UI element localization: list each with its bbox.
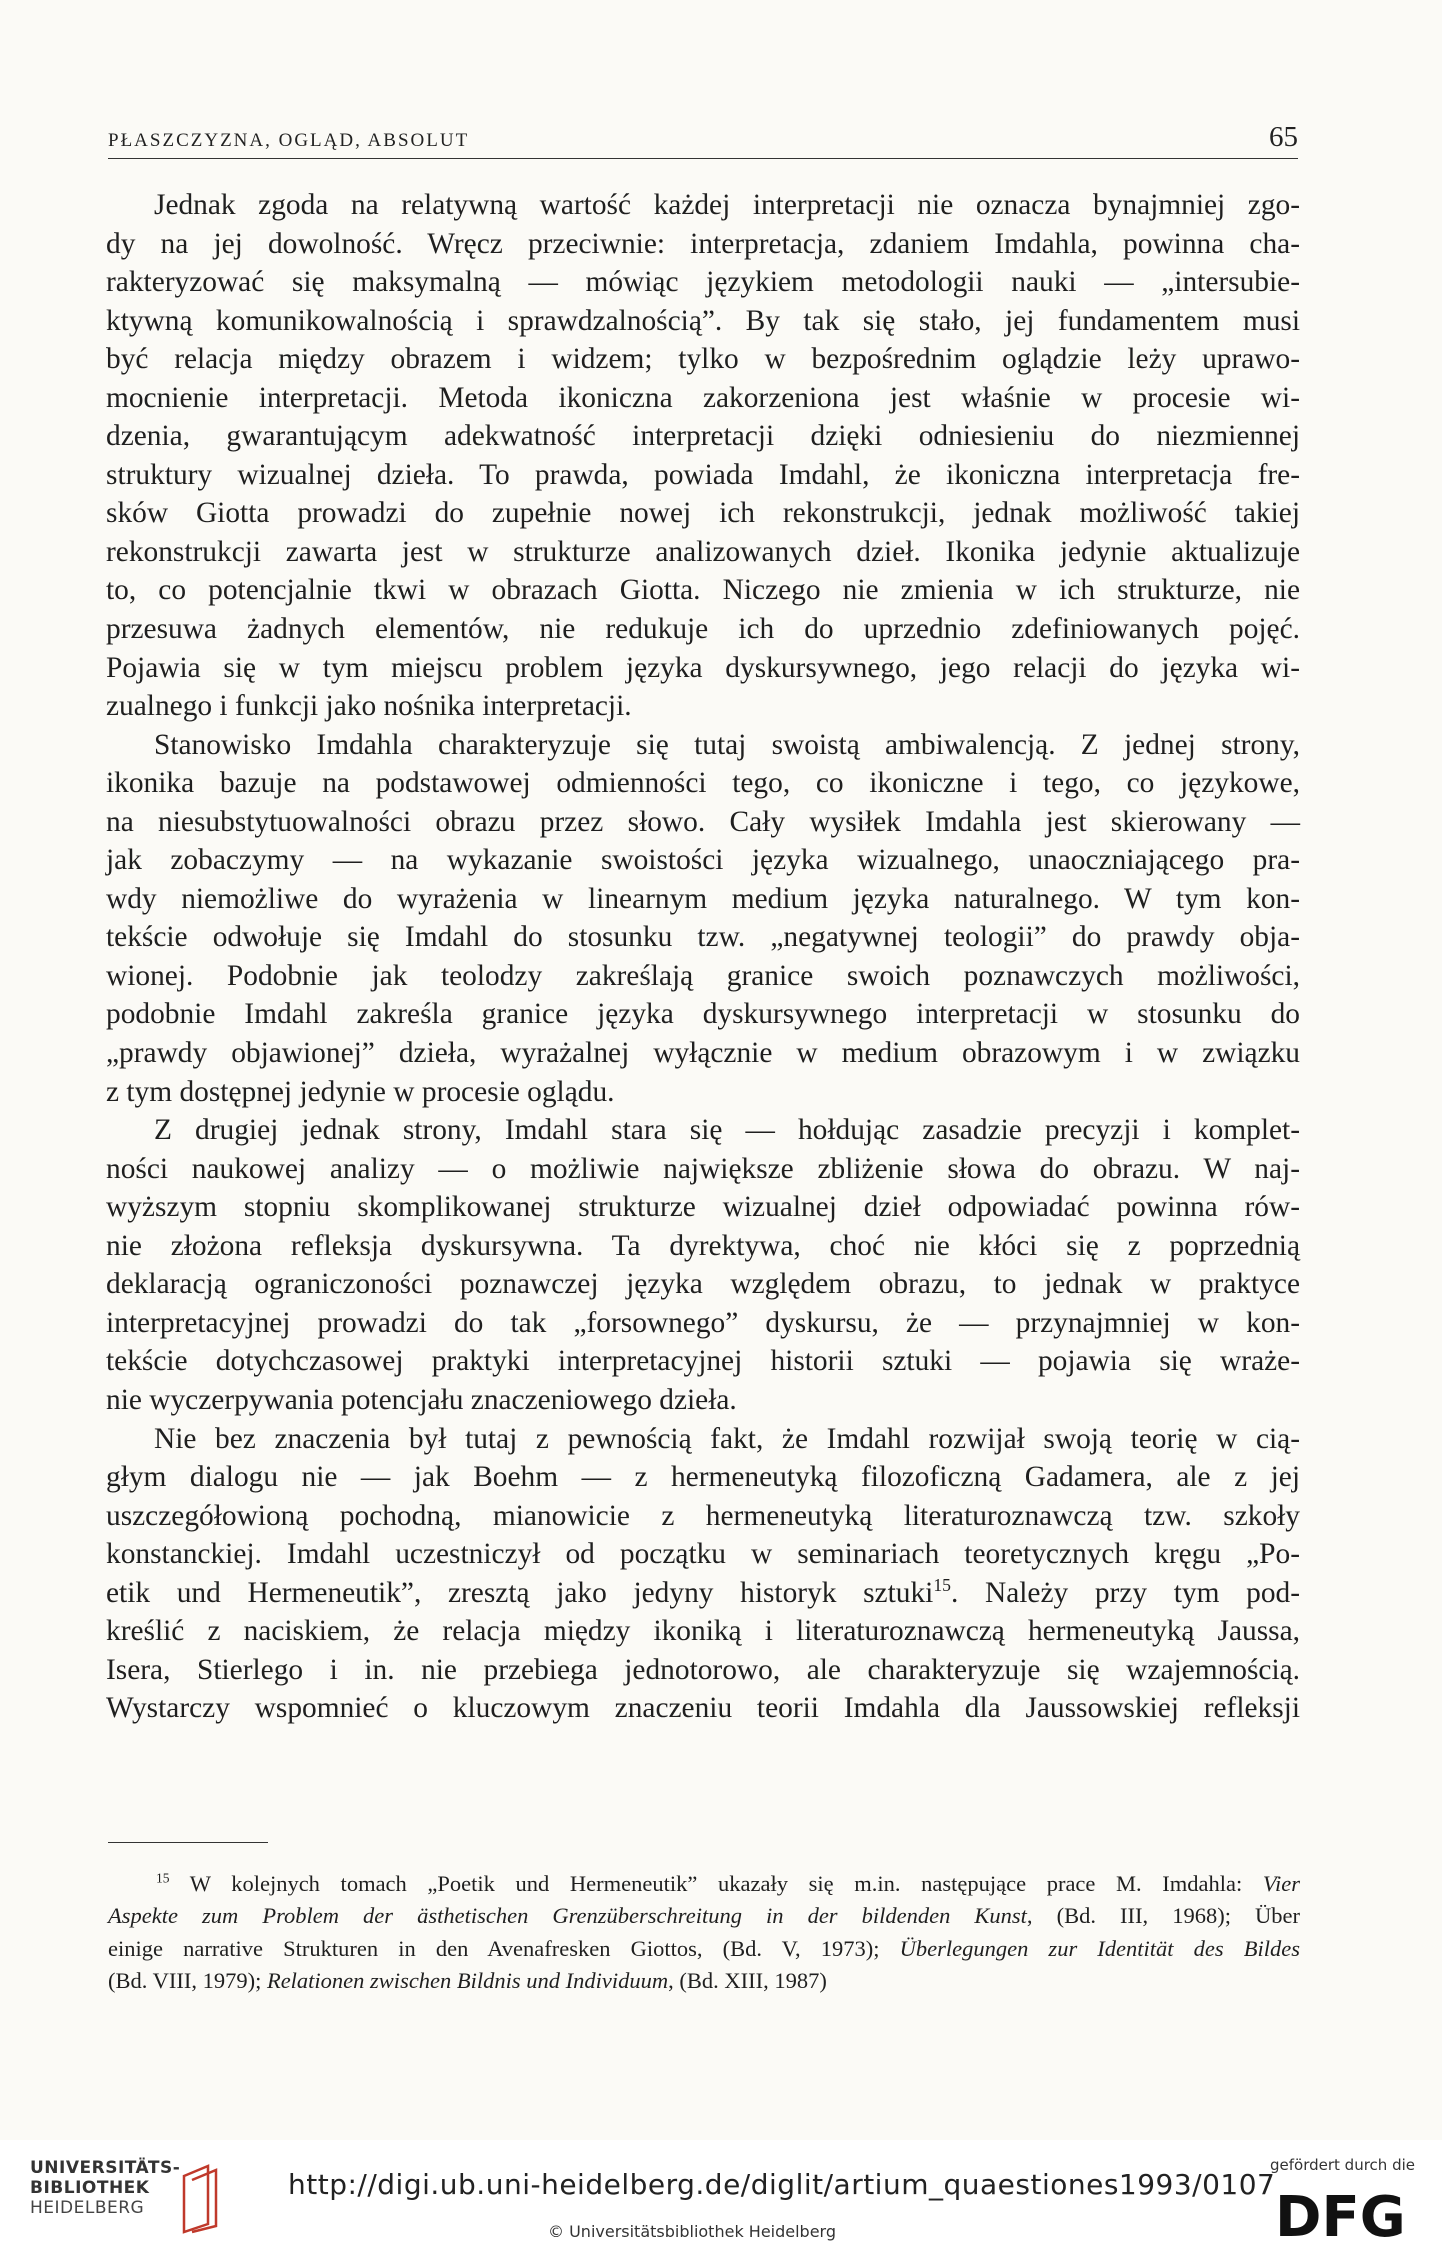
body-line-text: kreślić z naciskiem, że relacja między ikoniką i literaturoznawczą hermeneutyką Jaussa, bbox=[106, 1615, 1300, 1648]
body-line bbox=[106, 1574, 1300, 1613]
body-line bbox=[106, 456, 1300, 495]
running-head bbox=[108, 118, 1298, 159]
body-line bbox=[106, 1265, 1300, 1304]
body-line bbox=[106, 225, 1300, 264]
body-line bbox=[106, 1073, 1300, 1112]
body-line-text: ikonika bazuje na podstawowej odmienności tego, co ikoniczne i tego, co językowe, bbox=[106, 767, 1300, 800]
body-line-text: z tym dostępnej jedynie w procesie oglądu. bbox=[106, 1075, 615, 1108]
library-name-line: UNIVERSITÄTS- bbox=[30, 2158, 181, 2178]
body-line bbox=[106, 494, 1300, 533]
body-line bbox=[106, 417, 1300, 456]
footnote-line bbox=[108, 1933, 1300, 1965]
body-line-text: być relacja między obrazem i widzem; tylko w bezpośrednim oglądzie leży uprawo- bbox=[106, 343, 1300, 376]
body-line bbox=[106, 687, 1300, 726]
body-line bbox=[106, 1342, 1300, 1381]
footnote-text: , (Bd. III, 1968); Über bbox=[1026, 1903, 1300, 1929]
body-line-text: uszczegółowioną pochodną, mianowicie z hermeneutyką literaturoznawczą tzw. szkoły bbox=[106, 1499, 1300, 1532]
body-line-text: ności naukowej analizy — o możliwie największe zbliżenie słowa do obrazu. W naj- bbox=[106, 1152, 1300, 1185]
body-line-text: Jednak zgoda na relatywną wartość każdej interpretacji nie oznacza bynajmniej zgo- bbox=[154, 189, 1300, 221]
footnote-reference[interactable]: 15 bbox=[933, 1574, 951, 1595]
body-line-text: na niesubstytuowalności obrazu przez słowo. Cały wysiłek Imdahla jest skierowany — bbox=[106, 805, 1300, 838]
body-line-text: tekście dotychczasowej praktyki interpretacyjnej historii sztuki — pojawia się wraże- bbox=[106, 1345, 1300, 1378]
body-line-text: deklaracją ograniczoności poznawczej języka względem obrazu, to jednak w praktyce bbox=[106, 1268, 1300, 1301]
body-line-text: wdy niemożliwe do wyrażenia w linearnym medium języka naturalnego. W tym kon- bbox=[106, 882, 1300, 915]
body-line bbox=[106, 880, 1300, 919]
footnote-text: , (Bd. XIII, 1987) bbox=[668, 1967, 827, 1993]
permalink-url[interactable]: http://digi.ub.uni-heidelberg.de/diglit/artium_quaestiones1993/0107 bbox=[288, 2168, 1276, 2201]
library-logo[interactable] bbox=[30, 2158, 210, 2238]
body-line-text: przesuwa żadnych elementów, nie redukuje ich do uprzednio zdefiniowanych pojęć. bbox=[106, 613, 1300, 646]
dfg-logo-text: DFG bbox=[1275, 2186, 1406, 2242]
body-line bbox=[106, 1420, 1300, 1459]
body-line-text: nie wyczerpywania potencjału znaczeniowego dzieła. bbox=[106, 1383, 737, 1416]
body-line bbox=[106, 533, 1300, 572]
footnote-marker: 15 bbox=[156, 1870, 170, 1886]
body-line-text: Nie bez znaczenia był tutaj z pewnością fakt, że Imdahl rozwijał swoją teorię w cią- bbox=[154, 1422, 1300, 1455]
body-line bbox=[106, 302, 1300, 341]
body-line bbox=[106, 1034, 1300, 1073]
body-line-text: rakteryzować się maksymalną — mówiąc językiem metodologii nauki — „intersubie- bbox=[106, 266, 1300, 299]
body-line-text: dy na jej dowolność. Wręcz przeciwnie: interpretacja, zdaniem Imdahla, powinna cha- bbox=[106, 227, 1300, 260]
body-line bbox=[106, 1651, 1300, 1690]
footnote-line bbox=[108, 1868, 1300, 1900]
footnote-separator bbox=[108, 1842, 268, 1843]
body-line bbox=[106, 1612, 1300, 1651]
body-line-text: „prawdy objawionej” dzieła, wyrażalnej wyłącznie w medium obrazowym i w związku bbox=[106, 1037, 1300, 1070]
body-line-text: mocnienie interpretacji. Metoda ikoniczna zakorzeniona jest właśnie w procesie wi- bbox=[106, 381, 1300, 414]
library-name-line: HEIDELBERG bbox=[30, 2198, 145, 2218]
footnote-title: Relationen zwischen Bildnis und Individuum bbox=[266, 1967, 669, 1993]
body-line-text: dzenia, gwarantującym adekwatność interpretacji dzięki odniesieniu do niezmiennej bbox=[106, 420, 1300, 453]
digitization-footer bbox=[0, 2140, 1442, 2263]
body-line bbox=[106, 1188, 1300, 1227]
copyright-notice: © Universitätsbibliothek Heidelberg bbox=[548, 2222, 837, 2241]
funding-caption: gefördert durch die bbox=[1270, 2156, 1415, 2174]
body-line-text: sków Giotta prowadzi do zupełnie nowej ich rekonstrukcji, jednak możliwość takiej bbox=[106, 497, 1300, 530]
body-line-text: . Należy przy tym pod- bbox=[950, 1576, 1300, 1609]
footnote-title: Aspekte zum Problem der ästhetischen Grenzüberschreitung in der bildenden Kunst bbox=[108, 1903, 1027, 1929]
footnote-text: einige narrative Strukturen in den Avenafresken Giottos, (Bd. V, 1973); bbox=[108, 1935, 900, 1961]
body-line-text: głym dialogu nie — jak Boehm — z hermeneutyką filozoficzną Gadamera, ale z jej bbox=[106, 1461, 1300, 1494]
body-line-text: rekonstrukcji zawarta jest w strukturze analizowanych dzieł. Ikonika jedynie aktualizuje bbox=[106, 535, 1300, 568]
body-line-text: struktury wizualnej dzieła. To prawda, powiada Imdahl, że ikoniczna interpretacja fre- bbox=[106, 458, 1300, 491]
footnote-title: Vier bbox=[1262, 1871, 1300, 1896]
body-line bbox=[106, 1535, 1300, 1574]
body-line-text: Stanowisko Imdahla charakteryzuje się tutaj swoistą ambiwalencją. Z jednej strony, bbox=[154, 728, 1300, 761]
body-line bbox=[106, 1381, 1300, 1420]
body-line bbox=[106, 1304, 1300, 1343]
body-line bbox=[106, 1458, 1300, 1497]
body-line bbox=[106, 186, 1300, 225]
body-line bbox=[106, 803, 1300, 842]
library-emblem-icon bbox=[178, 2164, 222, 2234]
body-line-text: Isera, Stierlego i in. nie przebiega jednotorowo, ale charakteryzuje się wzajemnością. bbox=[106, 1653, 1300, 1686]
body-line-text: podobnie Imdahl zakreśla granice języka dyskursywnego interpretacji w stosunku do bbox=[106, 998, 1300, 1031]
body-line-text: wionej. Podobnie jak teolodzy zakreślają granice swoich poznawczych możliwości, bbox=[106, 959, 1300, 992]
footnote-text: W kolejnych tomach „Poetik und Hermeneutik” ukazały się m.in. następujące prace M. Imdahla: bbox=[189, 1871, 1263, 1896]
footnote-title: Überlegungen zur Identität des Bildes bbox=[899, 1935, 1300, 1961]
body-line-text: nie złożona refleksja dyskursywna. Ta dyrektywa, choć nie kłóci się z poprzednią bbox=[106, 1229, 1300, 1262]
body-line-text: jak zobaczymy — na wykazanie swoistości języka wizualnego, unaoczniającego pra- bbox=[106, 844, 1300, 877]
body-text bbox=[106, 186, 1300, 1728]
body-line-text: Wystarczy wspomnieć o kluczowym znaczeniu teorii Imdahla dla Jaussowskiej refleksji bbox=[106, 1692, 1300, 1725]
body-line-text: konstanckiej. Imdahl uczestniczył od początku w seminariach teoretycznych kręgu „Po- bbox=[106, 1538, 1300, 1571]
body-line bbox=[106, 263, 1300, 302]
body-line bbox=[106, 726, 1300, 765]
body-line bbox=[106, 610, 1300, 649]
body-line-text: wyższym stopniu skomplikowanej strukturze wizualnej dzieł odpowiadać powinna rów- bbox=[106, 1191, 1300, 1224]
body-line bbox=[106, 1150, 1300, 1189]
running-title: PŁASZCZYZNA, OGLĄD, ABSOLUT bbox=[108, 130, 470, 151]
body-line bbox=[106, 571, 1300, 610]
body-line-text: etik und Hermeneutik”, zresztą jako jedyny historyk sztuki bbox=[106, 1576, 934, 1609]
body-line bbox=[106, 379, 1300, 418]
body-line-text: zualnego i funkcji jako nośnika interpretacji. bbox=[106, 690, 632, 723]
body-line bbox=[106, 1227, 1300, 1266]
footnotes bbox=[108, 1868, 1300, 1997]
body-line-text: interpretacyjnej prowadzi do tak „forsownego” dyskursu, że — przynajmniej w kon- bbox=[106, 1306, 1300, 1339]
body-line bbox=[106, 1111, 1300, 1150]
footnote-text: (Bd. VIII, 1979); bbox=[108, 1967, 267, 1993]
body-line bbox=[106, 340, 1300, 379]
footnote-line bbox=[108, 1965, 1300, 1997]
body-line bbox=[106, 1689, 1300, 1728]
body-line bbox=[106, 918, 1300, 957]
body-line-text: to, co potencjalnie tkwi w obrazach Giotta. Niczego nie zmienia w ich strukturze, nie bbox=[106, 574, 1300, 607]
body-line bbox=[106, 995, 1300, 1034]
body-line-text: ktywną komunikowalnością i sprawdzalnością”. By tak się stało, jej fundamentem musi bbox=[106, 304, 1300, 337]
footnote-line bbox=[108, 1900, 1300, 1932]
body-line bbox=[106, 957, 1300, 996]
body-line bbox=[106, 1497, 1300, 1536]
body-line bbox=[106, 649, 1300, 688]
library-name-line: BIBLIOTHEK bbox=[30, 2178, 150, 2198]
dfg-logo-icon[interactable] bbox=[1275, 2186, 1425, 2242]
body-line-text: tekście odwołuje się Imdahl do stosunku tzw. „negatywnej teologii” do prawdy obja- bbox=[106, 921, 1300, 954]
body-line-text: Z drugiej jednak strony, Imdahl stara się — hołdując zasadzie precyzji i komplet- bbox=[154, 1114, 1300, 1147]
body-line-text: Pojawia się w tym miejscu problem języka dyskursywnego, jego relacji do języka wi- bbox=[106, 651, 1300, 684]
body-line bbox=[106, 841, 1300, 880]
body-line bbox=[106, 764, 1300, 803]
page-number: 65 bbox=[1269, 121, 1298, 153]
